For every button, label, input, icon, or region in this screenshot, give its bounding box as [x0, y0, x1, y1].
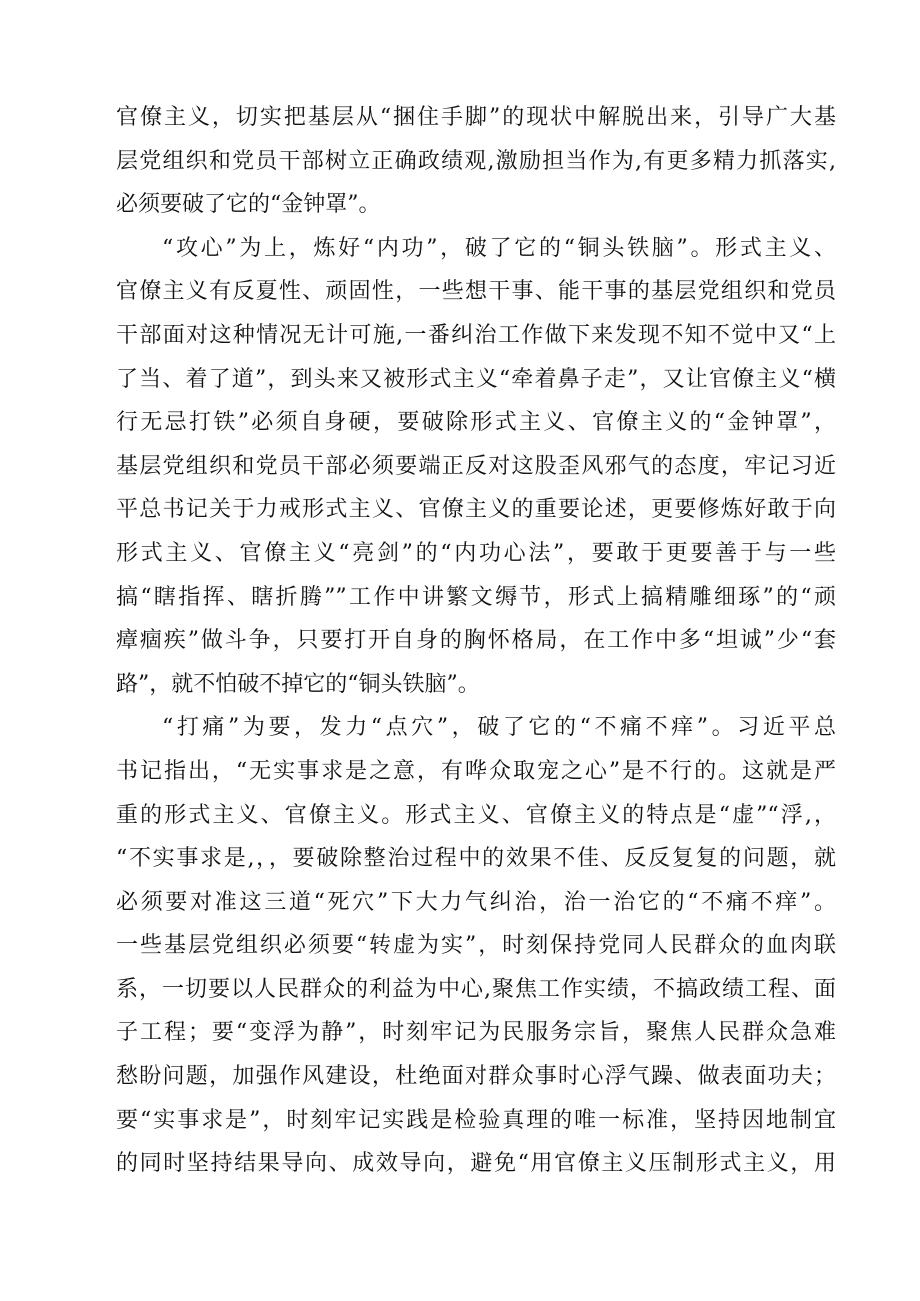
text-line: “打痛”为要，发力“点穴”，破了它的“不痛不痒”。习近平总 — [162, 715, 836, 741]
text-line: 书记指出，“无实事求是之意，有哗众取宠之心”是不行的。这就是严 — [116, 758, 836, 784]
text-line: 愁盼问题，加强作风建设，杜绝面对群众事时心浮气躁、做表面功夫； — [116, 1064, 836, 1090]
text-line: “不实事求是,，，要破除整治过程中的效果不佳、反反复复的问题，就 — [116, 846, 836, 872]
text-line: 路”，就不怕破不掉它的“铜头铁脑”。 — [116, 671, 480, 697]
document-body-text — [116, 96, 836, 1186]
text-line: 子工程；要“变浮为静”，时刻牢记为民服务宗旨，聚焦人民群众急难 — [116, 1020, 836, 1046]
text-line: 官僚主义有反夏性、顽固性，一些想干事、能干事的基层党组织和党员 — [116, 279, 836, 305]
text-line: 重的形式主义、官僚主义。形式主义、官僚主义的特点是“虚”“浮,， — [116, 802, 836, 828]
text-line: 瘴痼疾”做斗争，只要打开自身的胸怀格局，在工作中多“坦诚”少“套 — [116, 628, 836, 654]
text-line: 要“实事求是”，时刻牢记实践是检验真理的唯一标准，坚持因地制宜 — [116, 1107, 836, 1133]
text-line: 了当、着了道”，到头来又被形式主义“牵着鼻子走”，又让官僚主义“横 — [116, 366, 836, 392]
text-line: 形式主义、官僚主义“亮剑”的“内功心法”，要敢于更要善于与一些 — [116, 540, 836, 566]
text-line: 官僚主义，切实把基层从“捆住手脚”的现状中解脱出来，引导广大基 — [116, 105, 836, 130]
text-line: 干部面对这种情况无计可施,一番纠治工作做下来发现不知不觉中又“上 — [116, 322, 836, 348]
text-line: 层党组织和党员干部树立正确政绩观,激励担当作为,有更多精力抓落实, — [116, 148, 836, 174]
text-line: 必须要破了它的“金钟罩”。 — [116, 192, 381, 218]
text-line: 基层党组织和党员干部必须要端正反对这股歪风邪气的态度，牢记习近 — [116, 453, 836, 479]
text-line: 一些基层党组织必须要“转虚为实”，时刻保持党同人民群众的血肉联 — [116, 933, 836, 959]
text-line: 行无忌打铁”必须自身硬，要破除形式主义、官僚主义的“金钟罩”， — [116, 410, 836, 436]
text-line: “攻心”为上，炼好“内功”，破了它的“铜头铁脑”。形式主义、 — [162, 235, 836, 261]
text-line: 的同时坚持结果导向、成效导向，避免“用官僚主义压制形式主义，用 — [116, 1151, 836, 1177]
text-line: 系，一切要以人民群众的利益为中心,聚焦工作实绩，不搞政绩工程、面 — [116, 976, 836, 1002]
text-line: 平总书记关于力戒形式主义、官僚主义的重要论述，更要修炼好敢于向 — [116, 497, 836, 523]
text-line: 搞“瞎指挥、瞎折腾””工作中讲繁文缛节，形式上搞精雕细琢”的“顽 — [116, 584, 836, 610]
text-line: 必须要对准这三道“死穴”下大力气纠治，治一治它的“不痛不痒”。 — [116, 889, 836, 915]
